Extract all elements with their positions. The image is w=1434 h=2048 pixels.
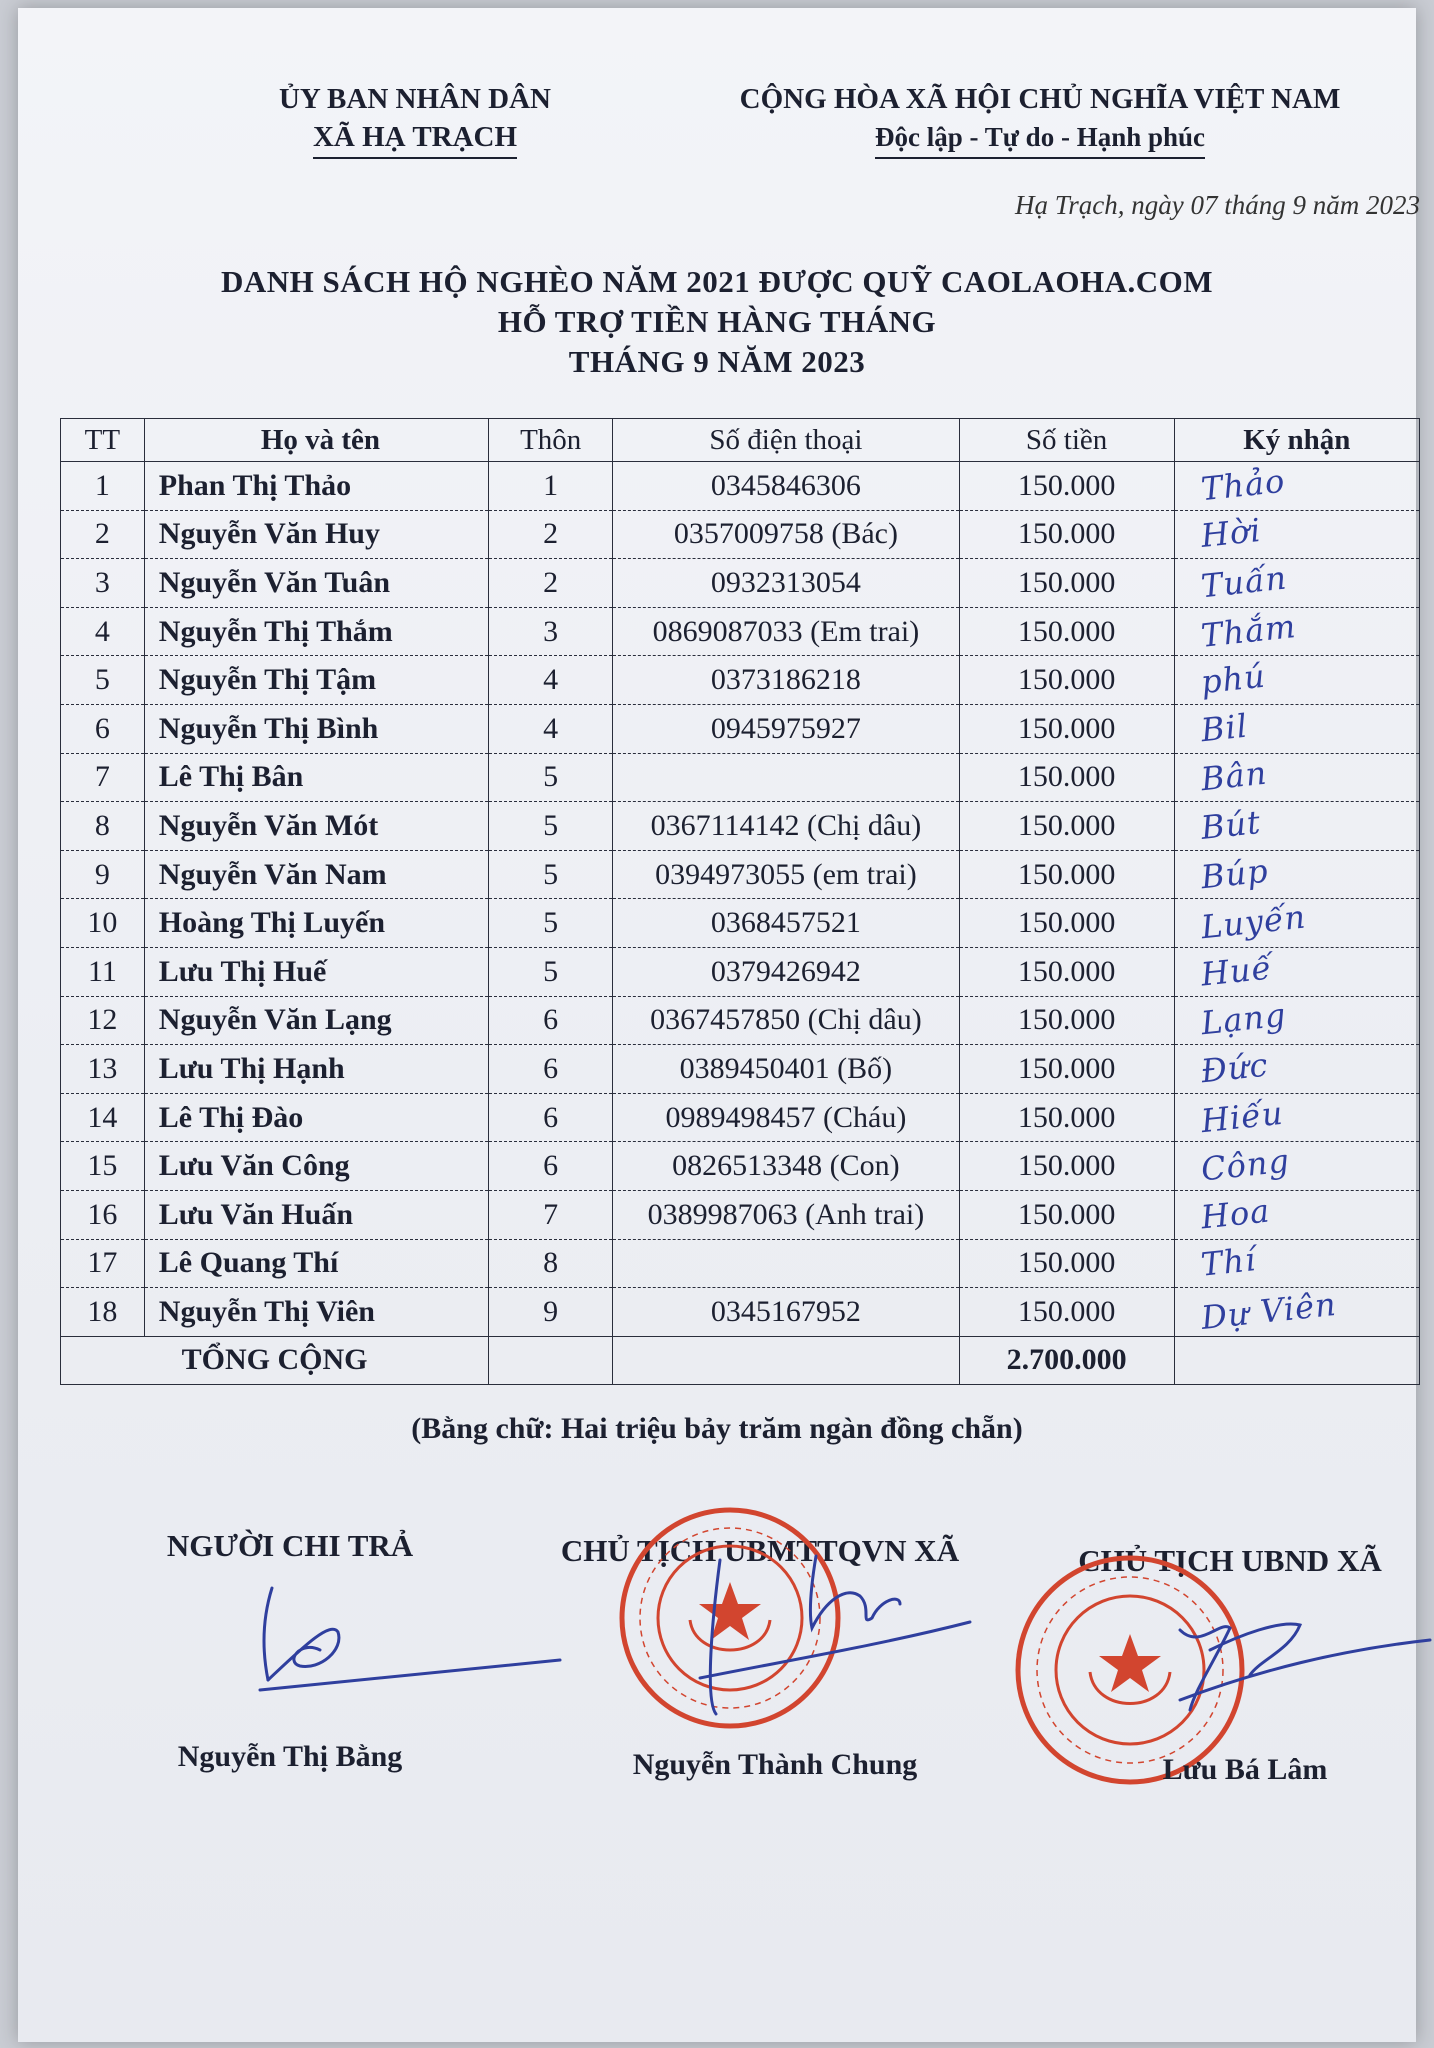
row-signature	[1174, 510, 1419, 559]
table-row	[61, 510, 1420, 559]
col-header-sign: Ký nhận	[1174, 419, 1419, 462]
handwritten-signature-text: Bút	[1198, 802, 1263, 847]
handwritten-signature-text: Bân	[1198, 753, 1269, 799]
row-name: Lưu Văn Công	[144, 1142, 488, 1191]
handwritten-signature-icon	[1180, 1624, 1430, 1710]
row-signature	[1174, 947, 1419, 996]
total-amount-text: 2.700.000	[1006, 1343, 1127, 1377]
row-amount: 150.000	[959, 850, 1174, 899]
document-title	[0, 262, 1434, 382]
row-thon: 5	[489, 947, 613, 996]
row-signature	[1174, 1284, 1419, 1337]
row-tt: 3	[61, 559, 145, 608]
title-line-1: DANH SÁCH HỘ NGHÈO NĂM 2021 ĐƯỢC QUỸ CAOLAOHA.COM	[220, 264, 1214, 299]
row-tt: 18	[61, 1288, 145, 1337]
date-line: Hạ Trạch, ngày 07 tháng 9 năm 2023	[1015, 190, 1420, 220]
row-name: Lưu Văn Huấn	[144, 1190, 488, 1239]
row-amount: 150.000	[959, 1239, 1174, 1288]
title-line-2: HỖ TRỢ TIỀN HÀNG THÁNG	[497, 304, 937, 339]
table-row	[61, 1093, 1420, 1142]
row-name: Nguyễn Văn Mót	[144, 802, 488, 851]
payer-name: Nguyễn Thị Bằng	[177, 1740, 403, 1773]
table-row	[61, 947, 1420, 996]
handwritten-signature-icon	[260, 1588, 560, 1690]
row-phone: 0345846306	[613, 462, 959, 511]
row-signature	[1174, 1190, 1419, 1239]
row-phone: 0368457521	[613, 899, 959, 948]
table-row	[61, 996, 1420, 1045]
row-phone: 0379426942	[613, 947, 959, 996]
table-row	[61, 802, 1420, 851]
row-thon: 3	[489, 607, 613, 656]
row-thon: 5	[489, 753, 613, 802]
table-row	[61, 1288, 1420, 1337]
total-amount	[959, 1336, 1174, 1385]
row-name: Hoàng Thị Luyến	[144, 899, 488, 948]
row-phone: 0389987063 (Anh trai)	[613, 1190, 959, 1239]
row-name: Nguyễn Thị Tậm	[144, 656, 488, 705]
row-thon: 1	[489, 462, 613, 511]
title-line-3: THÁNG 9 NĂM 2023	[568, 344, 866, 379]
handwritten-signature-text: Tuấn	[1198, 558, 1289, 606]
handwritten-signature-text: Thảo	[1198, 461, 1287, 509]
handwritten-signature-text: Thắm	[1198, 606, 1298, 655]
row-tt: 9	[61, 850, 145, 899]
row-signature	[1174, 1093, 1419, 1142]
row-name: Nguyễn Thị Viên	[144, 1288, 488, 1337]
national-title-block	[660, 80, 1420, 159]
state-emblem-icon	[690, 1582, 770, 1650]
table-row	[61, 607, 1420, 656]
row-amount: 150.000	[959, 899, 1174, 948]
round-stamp-icon	[622, 1510, 838, 1726]
row-tt: 12	[61, 996, 145, 1045]
row-signature	[1174, 899, 1419, 948]
front-chair-name: Nguyễn Thành Chung	[632, 1748, 918, 1781]
handwritten-signature-text: Thí	[1198, 1240, 1258, 1285]
row-phone	[613, 1239, 959, 1288]
row-phone: 0989498457 (Cháu)	[613, 1093, 959, 1142]
row-tt: 10	[61, 899, 145, 948]
row-amount: 150.000	[959, 559, 1174, 608]
row-signature	[1174, 462, 1419, 511]
table-row	[61, 462, 1420, 511]
commune-chair-name: Lưu Bá Lâm	[1162, 1753, 1328, 1786]
row-thon: 6	[489, 1093, 613, 1142]
row-tt: 17	[61, 1239, 145, 1288]
row-phone	[613, 753, 959, 802]
handwritten-signature-text: Hời	[1198, 511, 1263, 556]
table-body	[61, 462, 1420, 1337]
nation-line-1: CỘNG HÒA XÃ HỘI CHỦ NGHĨA VIỆT NAM	[739, 83, 1341, 115]
handwritten-signature-text: Đức	[1198, 1045, 1270, 1091]
row-name: Nguyễn Văn Nam	[144, 850, 488, 899]
row-phone: 0389450401 (Bố)	[613, 1045, 959, 1094]
table-row	[61, 656, 1420, 705]
row-name: Phan Thị Thảo	[144, 462, 488, 511]
row-signature	[1174, 753, 1419, 802]
nation-motto-text: Độc lập - Tự do - Hạnh phúc	[875, 118, 1205, 159]
org-line-2-text: XÃ HẠ TRẠCH	[313, 118, 517, 159]
front-chair-title: CHỦ TỊCH UBMTTQVN XÃ	[560, 1533, 960, 1568]
row-name: Nguyễn Thị Bình	[144, 704, 488, 753]
state-emblem-icon	[1090, 1634, 1170, 1704]
table-row	[61, 753, 1420, 802]
amount-in-words: (Bằng chữ: Hai triệu bảy trăm ngàn đồng chẵn)	[411, 1412, 1023, 1445]
table-row	[61, 704, 1420, 753]
payer-title: NGƯỜI CHI TRẢ	[166, 1528, 414, 1563]
total-empty-sign	[1174, 1336, 1419, 1385]
row-phone: 0932313054	[613, 559, 959, 608]
row-thon: 8	[489, 1239, 613, 1288]
handwritten-signature-text: Huế	[1198, 948, 1274, 994]
row-amount: 150.000	[959, 1190, 1174, 1239]
row-thon: 2	[489, 510, 613, 559]
table-row	[61, 1045, 1420, 1094]
row-phone: 0367114142 (Chị dâu)	[613, 802, 959, 851]
table-row	[61, 1190, 1420, 1239]
row-phone: 0345167952	[613, 1288, 959, 1337]
row-phone: 0826513348 (Con)	[613, 1142, 959, 1191]
row-thon: 7	[489, 1190, 613, 1239]
row-signature	[1174, 656, 1419, 705]
table-row	[61, 559, 1420, 608]
row-thon: 2	[489, 559, 613, 608]
row-amount: 150.000	[959, 1045, 1174, 1094]
row-signature	[1174, 802, 1419, 851]
row-tt: 7	[61, 753, 145, 802]
table-row	[61, 850, 1420, 899]
commune-chair-title: CHỦ TỊCH UBND XÃ	[1078, 1543, 1382, 1578]
row-thon: 5	[489, 802, 613, 851]
table-row	[61, 1142, 1420, 1191]
col-header-thon: Thôn	[489, 419, 613, 462]
handwritten-signature-text: Búp	[1198, 851, 1270, 896]
row-signature	[1174, 1045, 1419, 1094]
row-amount: 150.000	[959, 1093, 1174, 1142]
row-tt: 4	[61, 607, 145, 656]
row-signature	[1174, 996, 1419, 1045]
row-name: Nguyễn Văn Tuân	[144, 559, 488, 608]
total-row	[61, 1336, 1420, 1385]
row-name: Nguyễn Văn Lạng	[144, 996, 488, 1045]
row-name: Lê Thị Bân	[144, 753, 488, 802]
row-thon: 6	[489, 1045, 613, 1094]
handwritten-signature-text: Bil	[1198, 706, 1250, 750]
row-name: Lưu Thị Huế	[144, 947, 488, 996]
row-thon: 9	[489, 1288, 613, 1337]
row-name: Lê Thị Đào	[144, 1093, 488, 1142]
row-tt: 11	[61, 947, 145, 996]
row-name: Nguyễn Văn Huy	[144, 510, 488, 559]
row-amount: 150.000	[959, 510, 1174, 559]
row-name: Nguyễn Thị Thắm	[144, 607, 488, 656]
handwritten-signature-text: phú	[1198, 656, 1268, 702]
row-tt: 8	[61, 802, 145, 851]
row-phone: 0945975927	[613, 704, 959, 753]
row-thon: 6	[489, 996, 613, 1045]
row-signature	[1174, 607, 1419, 656]
row-thon: 5	[489, 850, 613, 899]
handwritten-signature-text: Hoa	[1198, 1191, 1272, 1237]
row-thon: 5	[489, 899, 613, 948]
col-header-amount: Số tiền	[959, 419, 1174, 462]
handwritten-signature-text: Hiếu	[1198, 1093, 1285, 1140]
row-signature	[1174, 704, 1419, 753]
row-phone: 0394973055 (em trai)	[613, 850, 959, 899]
row-amount: 150.000	[959, 802, 1174, 851]
row-phone: 0869087033 (Em trai)	[613, 607, 959, 656]
row-phone: 0357009758 (Bác)	[613, 510, 959, 559]
row-amount: 150.000	[959, 996, 1174, 1045]
handwritten-signature-text: Dự Viên	[1198, 1284, 1338, 1337]
handwritten-signature-text: Công	[1198, 1141, 1292, 1189]
row-phone: 0367457850 (Chị dâu)	[613, 996, 959, 1045]
row-amount: 150.000	[959, 607, 1174, 656]
org-line-1: ỦY BAN NHÂN DÂN	[278, 83, 551, 115]
row-tt: 2	[61, 510, 145, 559]
row-name: Lê Quang Thí	[144, 1239, 488, 1288]
row-signature	[1174, 559, 1419, 608]
row-signature	[1174, 1142, 1419, 1191]
signature-and-stamp-art	[0, 1500, 1434, 1840]
row-thon: 4	[489, 704, 613, 753]
row-tt: 5	[61, 656, 145, 705]
col-header-name: Họ và tên	[144, 419, 488, 462]
row-phone: 0373186218	[613, 656, 959, 705]
row-amount: 150.000	[959, 704, 1174, 753]
nation-motto	[660, 118, 1420, 159]
total-empty-thon	[489, 1336, 613, 1385]
table-row	[61, 1239, 1420, 1288]
total-empty-phone	[613, 1336, 959, 1385]
beneficiary-table	[60, 418, 1420, 1385]
handwritten-signature-text: Luyến	[1198, 897, 1308, 947]
table-row	[61, 899, 1420, 948]
row-signature	[1174, 850, 1419, 899]
row-tt: 1	[61, 462, 145, 511]
row-amount: 150.000	[959, 462, 1174, 511]
col-header-tt: TT	[61, 419, 145, 462]
row-name: Lưu Thị Hạnh	[144, 1045, 488, 1094]
row-amount: 150.000	[959, 1288, 1174, 1337]
row-amount: 150.000	[959, 656, 1174, 705]
row-amount: 150.000	[959, 947, 1174, 996]
row-tt: 6	[61, 704, 145, 753]
table-header-row	[61, 419, 1420, 462]
row-tt: 13	[61, 1045, 145, 1094]
total-label: TỔNG CỘNG	[61, 1336, 489, 1385]
row-thon: 6	[489, 1142, 613, 1191]
row-amount: 150.000	[959, 753, 1174, 802]
handwritten-signature-text: Lạng	[1198, 995, 1288, 1043]
row-tt: 16	[61, 1190, 145, 1239]
row-thon: 4	[489, 656, 613, 705]
row-tt: 14	[61, 1093, 145, 1142]
row-signature	[1174, 1239, 1419, 1288]
col-header-phone: Số điện thoại	[613, 419, 959, 462]
row-amount: 150.000	[959, 1142, 1174, 1191]
row-tt: 15	[61, 1142, 145, 1191]
